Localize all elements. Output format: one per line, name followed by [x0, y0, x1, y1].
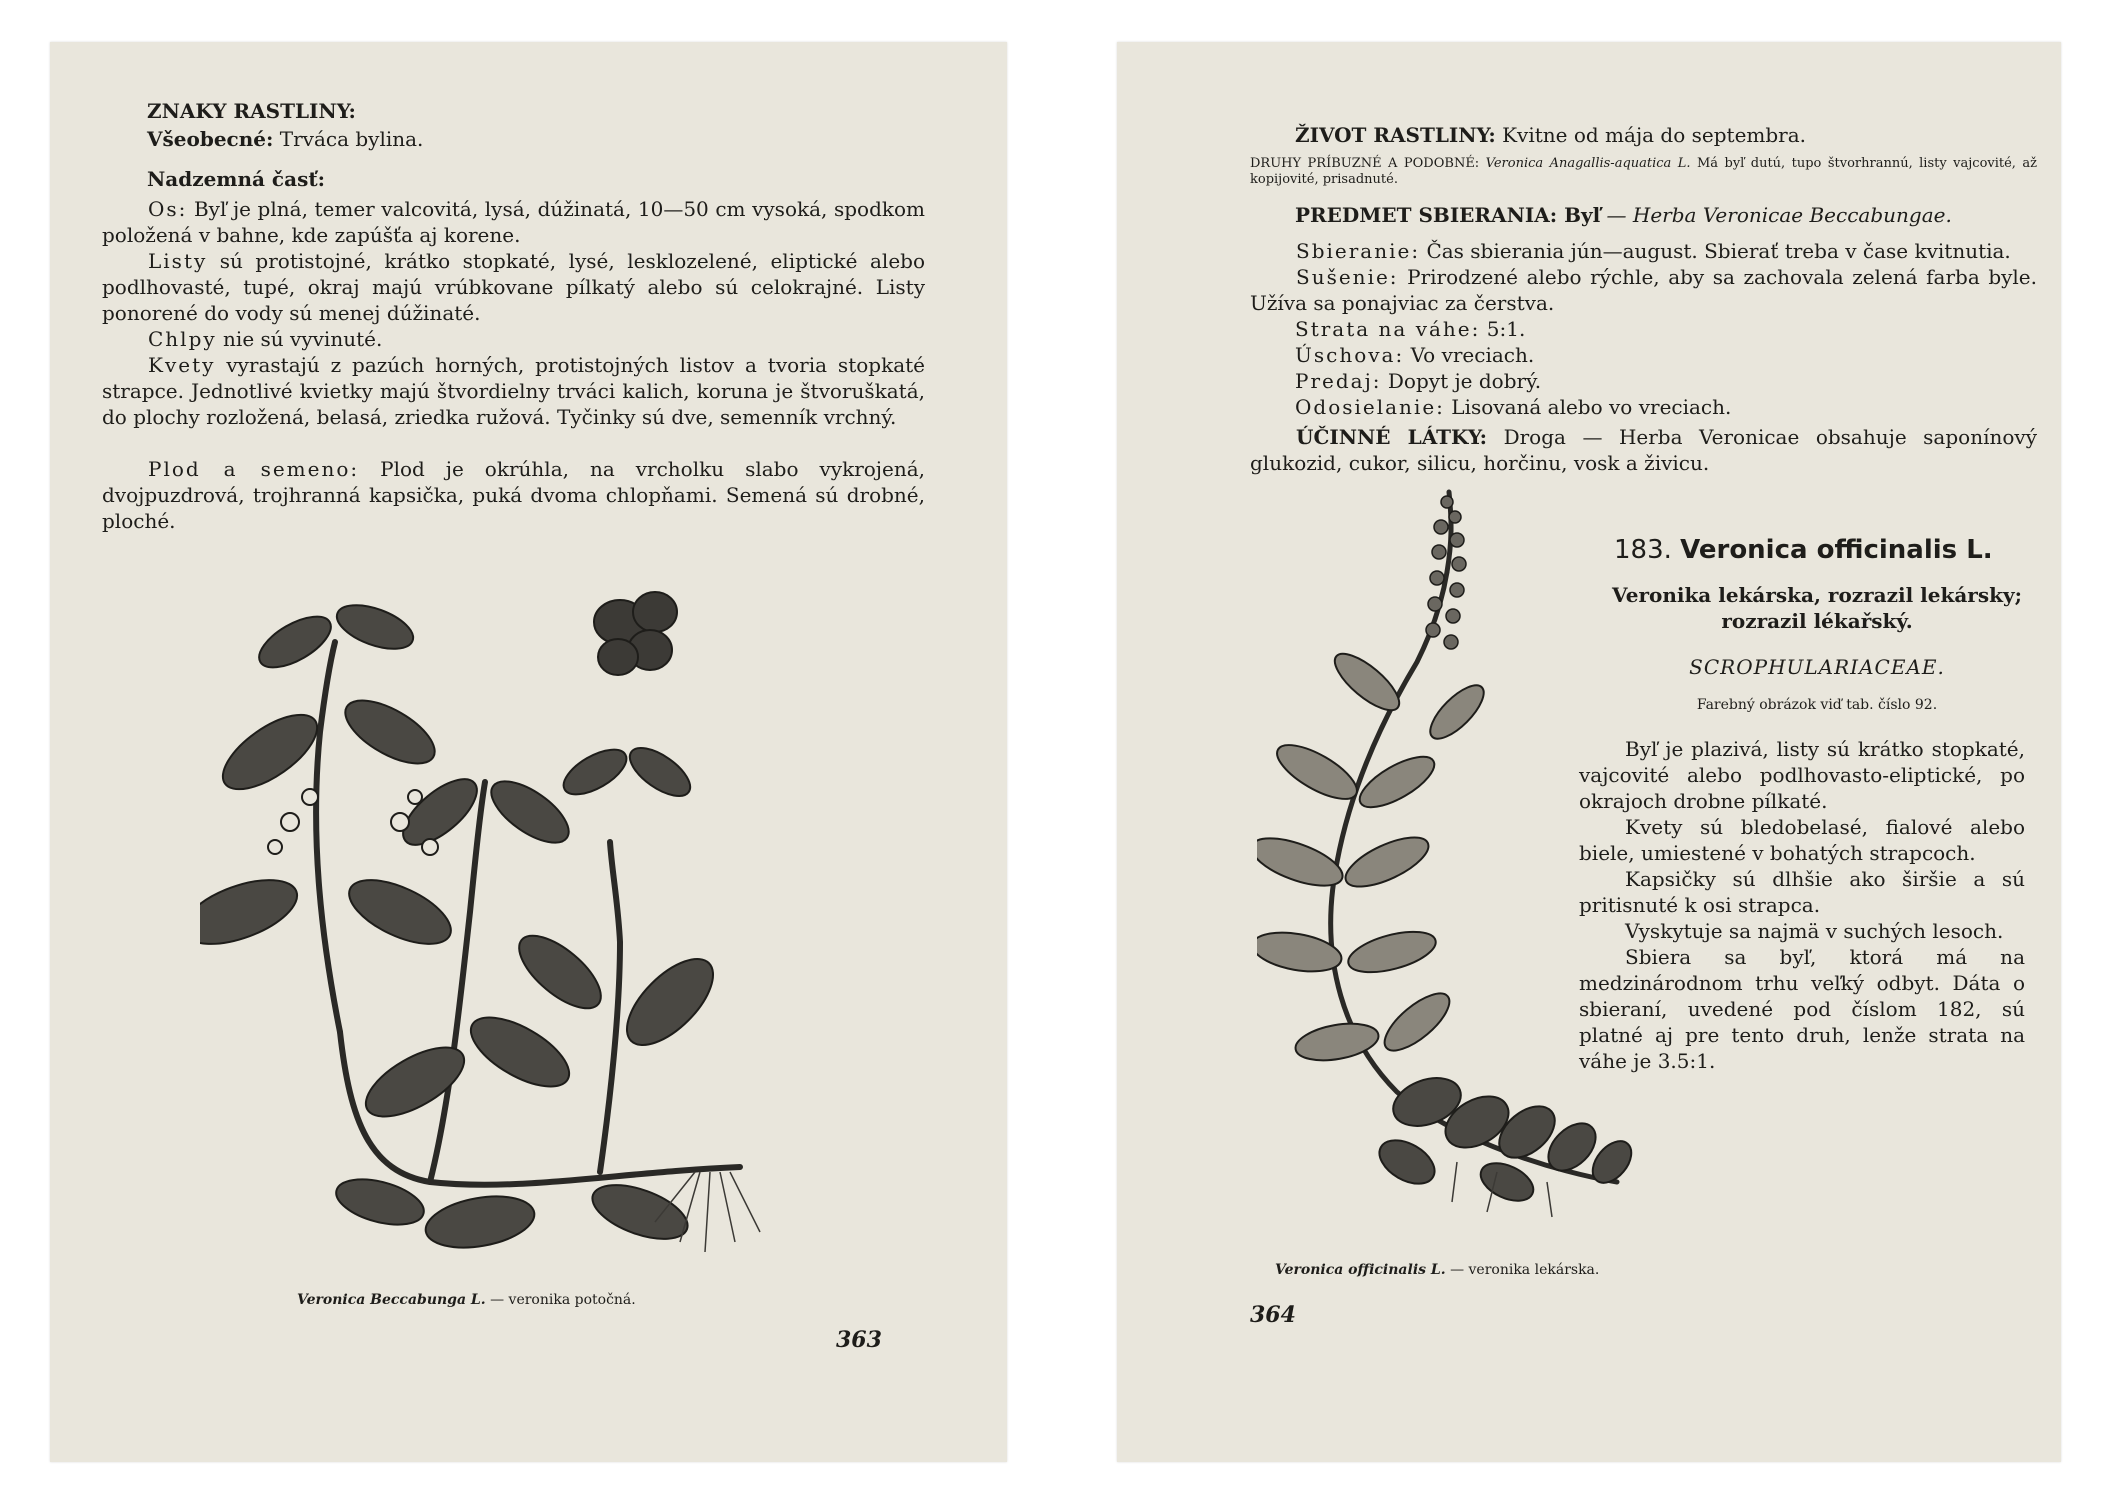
- left-book-page: [50, 42, 1007, 1462]
- color-plate-reference: Farebný obrázok viď tab. číslo 92.: [1696, 697, 1938, 713]
- leaf: [331, 596, 418, 657]
- shipping-value: Lisovaná alebo vo vreciach.: [1451, 395, 1732, 419]
- drying-text: Prirodzené alebo rýchle, aby sa zachovala zelená farba byle. Užíva sa ponajviac za čerstva.: [1250, 265, 2038, 315]
- flowers-label: Kvety: [148, 353, 216, 377]
- hairs-paragraph: [102, 326, 925, 352]
- storage-value: Vo vreciach.: [1410, 343, 1535, 367]
- leaf: [508, 923, 613, 1021]
- active-substances-paragraph: [1250, 424, 2037, 476]
- related-latin: Veronica Anagallis-aquatica L.: [1485, 156, 1691, 171]
- leaf: [1422, 677, 1491, 746]
- flower: [281, 813, 299, 831]
- collection-text: Čas sbierania jún—august. Sbierať treba v čase kvitnutia.: [1426, 239, 2011, 263]
- life-label: ŽIVOT RASTLINY:: [1295, 123, 1496, 147]
- page-number-363: 363: [836, 1327, 882, 1353]
- hairs-label: Chlpy: [148, 327, 217, 351]
- shipping-line: [1295, 394, 1731, 420]
- subject-latin: — Herba Veronicae Beccabungae.: [1606, 203, 1952, 227]
- description-p2: Kvety sú bledobelasé, fialové alebo biele, umiestené v bohatých strapcoch.: [1579, 815, 2025, 865]
- leaves-paragraph: [102, 248, 925, 326]
- leaf: [613, 945, 728, 1060]
- veronica-officinalis-illustration: [1257, 482, 1677, 1282]
- leaf: [622, 739, 698, 805]
- veronica-beccabunga-illustration: [200, 582, 820, 1262]
- leaf: [1372, 1131, 1442, 1192]
- leaf: [557, 741, 634, 804]
- leaf: [422, 1189, 539, 1255]
- fruit-text: Plod je okrúhla, na vrcholku slabo vykrojená, dvojpuzdrová, trojhranná kapsička, puká dvoma chlopňami. Semená sú drobné, ploché.: [102, 457, 926, 533]
- leaf: [585, 1174, 694, 1250]
- active-text: Droga — Herba Veronicae obsahuje saponínový glukozid, cukor, silicu, horčinu, vosk a živicu.: [1250, 425, 2037, 475]
- flower: [268, 840, 282, 854]
- family-name: SCROPHULARIACEAE.: [1689, 655, 1945, 679]
- right-book-page: [1117, 42, 2061, 1462]
- detail-flower-petal: [598, 639, 638, 675]
- right-stem: [600, 842, 620, 1172]
- subject-label: PREDMET SBIERANIA: Byľ: [1295, 203, 1601, 227]
- bud: [1432, 545, 1446, 559]
- bud: [1452, 557, 1466, 571]
- leaf: [1327, 645, 1408, 719]
- stem-label: Os:: [148, 197, 188, 221]
- sale-line: [1295, 368, 1541, 394]
- flowers-text: vyrastajú z pazúch horných, protistojných listov a tvoria stopkaté strapce. Jednotlivé kvietky majú štvordielny trváci kalich, koruna je štvoruškatá, do plochy rozložená, belasá, zriedka ružová. Tyčinky sú dve, semenník vrchný.: [102, 353, 925, 429]
- main-stem: [316, 642, 340, 1032]
- leaf: [1339, 828, 1435, 897]
- detail-flower-petal: [633, 592, 677, 632]
- description-p4: Vyskytuje sa najmä v suchých lesoch.: [1625, 919, 2004, 943]
- leaf: [340, 867, 460, 957]
- leaf: [1376, 984, 1458, 1060]
- leaf: [1270, 735, 1365, 809]
- sale-label: Predaj:: [1295, 369, 1382, 393]
- collection-paragraph: [1250, 238, 2037, 264]
- description-p5: Sbiera sa byľ, ktorá má na medzinárodnom trhu veľký odbyt. Dáta o sbieraní, uvedené pod číslom 182, sú platné aj pre tento druh, lenže strata na váhe je 3.5:1.: [1579, 945, 2025, 1073]
- flower: [302, 789, 318, 805]
- bud: [1426, 623, 1440, 637]
- bud: [1446, 609, 1460, 623]
- description-p3: Kapsičky sú dlhšie ako širšie a sú pritisnuté k osi strapca.: [1579, 867, 2025, 917]
- bud: [1434, 520, 1448, 534]
- collection-label: Sbieranie:: [1296, 239, 1421, 263]
- life-text: Kvitne od mája do septembra.: [1502, 123, 1807, 147]
- active-label: ÚČINNÉ LÁTKY:: [1296, 425, 1488, 449]
- right-caption-text: — veronika lekárska.: [1450, 1262, 1600, 1278]
- stem-text: Byľ je plná, temer valcovitá, lysá, dúžinatá, 10—50 cm vysoká, spodkom položená v bahne, kde zapúšťa aj korene.: [102, 197, 926, 247]
- species-name: Veronica officinalis L.: [1680, 535, 1993, 565]
- leaves-label: Listy: [148, 249, 208, 273]
- related-species: [1250, 156, 2037, 188]
- common-names-line1: Veronika lekárska, rozrazil lekársky;: [1612, 583, 2022, 607]
- page-number-364: 364: [1250, 1302, 1296, 1328]
- leaves-text: sú protistojné, krátko stopkaté, lysé, lesklozelené, eliptické alebo podlhovasté, tupé, okraj majú vrúbkovane pílkatý alebo sú celokrajné. Listy ponorené do vody sú menej dúžinaté.: [102, 249, 925, 325]
- bud: [1441, 496, 1453, 508]
- leaf: [393, 768, 488, 856]
- bud: [1428, 597, 1442, 611]
- plant-features-heading: ZNAKY RASTLINY:: [147, 99, 356, 123]
- flower: [422, 839, 438, 855]
- common-names-line2: rozrazil lékařský.: [1721, 609, 1913, 633]
- leaf: [336, 688, 445, 776]
- hairs-text: nie sú vyvinuté.: [223, 327, 383, 351]
- branch-stem: [430, 782, 485, 1182]
- storage-line: [1295, 342, 1534, 368]
- right-caption-latin: Veronica officinalis L.: [1275, 1262, 1446, 1278]
- flower: [408, 790, 422, 804]
- leaf: [1344, 924, 1440, 980]
- shipping-label: Odosielanie:: [1295, 395, 1445, 419]
- weight-loss-value: 5:1.: [1486, 317, 1526, 341]
- general-text: Trváca bylina.: [279, 127, 424, 151]
- bud: [1444, 635, 1458, 649]
- related-label: DRUHY PRÍBUZNÉ A PODOBNÉ:: [1250, 156, 1480, 171]
- leaf: [1475, 1156, 1539, 1209]
- life-line: [1295, 122, 1806, 148]
- above-ground-label: Nadzemná časť:: [147, 167, 325, 191]
- fruit-label: Plod a semeno:: [148, 457, 360, 481]
- bud: [1430, 571, 1444, 585]
- flower: [391, 813, 409, 831]
- drying-label: Sušenie:: [1296, 265, 1399, 289]
- fruit-paragraph: [102, 456, 925, 534]
- leaf: [200, 867, 305, 957]
- storage-label: Úschova:: [1295, 343, 1405, 367]
- weight-loss-label: Strata na váhe:: [1295, 317, 1481, 341]
- left-caption: [297, 1292, 636, 1308]
- weight-loss-line: [1295, 316, 1525, 342]
- related-text: Má byľ dutú, tupo štvorhrannú, listy vajcovité, až kopijovité, prisadnuté.: [1250, 156, 2037, 187]
- drying-paragraph: [1250, 264, 2037, 316]
- bud: [1449, 511, 1461, 523]
- general-line: [147, 126, 423, 152]
- left-caption-text: — veronika potočná.: [490, 1292, 636, 1308]
- leaf: [1257, 829, 1348, 896]
- leaf: [460, 1004, 579, 1101]
- sale-value: Dopyt je dobrý.: [1387, 369, 1542, 393]
- flowers-paragraph: [102, 352, 925, 430]
- bud: [1450, 533, 1464, 547]
- stem-paragraph: [102, 196, 925, 248]
- right-caption: [1275, 1262, 1599, 1278]
- left-caption-latin: Veronica Beccabunga L.: [297, 1292, 486, 1308]
- bud: [1450, 583, 1464, 597]
- species-number: 183.: [1614, 535, 1672, 565]
- general-label: Všeobecné:: [147, 127, 274, 151]
- subject-line: [1295, 202, 1952, 228]
- leaf: [211, 701, 329, 803]
- leaf: [251, 606, 338, 677]
- description-p1: Byľ je plazivá, listy sú krátko stopkaté, vajcovité alebo podlhovasto-eliptické, po okrajoch drobne pílkaté.: [1579, 737, 2025, 813]
